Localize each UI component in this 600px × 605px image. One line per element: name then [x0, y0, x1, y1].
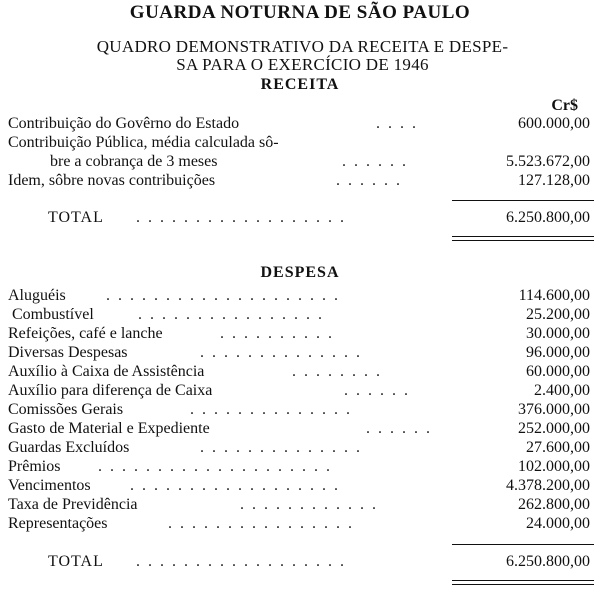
row-amount: 376.000,00: [518, 401, 590, 418]
total-rule-top: [452, 544, 594, 545]
total-amount: 6.250.800,00: [506, 209, 590, 226]
row-amount: 600.000,00: [518, 115, 590, 132]
row-amount: 262.800,00: [518, 496, 590, 513]
row-label: Prêmios: [8, 458, 61, 475]
row-leader-dots: . . . . . . . . . .: [220, 325, 334, 342]
row-amount: 102.000,00: [518, 458, 590, 475]
despesa-total-row: [8, 552, 590, 571]
receita-row: [8, 114, 590, 133]
document-title: GUARDA NOTURNA DE SÃO PAULO: [129, 2, 471, 23]
row-label: Gasto de Material e Expediente: [8, 420, 210, 437]
row-label: Auxílio à Caixa de Assistência: [8, 363, 205, 380]
despesa-row: [8, 381, 590, 400]
row-label: Diversas Despesas: [8, 344, 128, 361]
row-label: Aluguéis: [8, 287, 66, 304]
row-label: Contribuição do Govêrno do Estado: [8, 115, 240, 132]
despesa-row: [8, 362, 590, 381]
total-label: TOTAL: [48, 209, 104, 226]
row-label: Idem, sôbre novas contribuições: [8, 172, 216, 189]
row-leader-dots: . . . . . .: [344, 382, 410, 399]
receita-total-row: [8, 208, 590, 227]
row-amount: 114.600,00: [518, 287, 590, 304]
total-label: TOTAL: [48, 553, 104, 570]
total-rule-bottom: [452, 236, 594, 237]
row-amount: 5.523.672,00: [506, 153, 590, 170]
row-leader-dots: . . . . . . . . . . . . . . . .: [138, 306, 324, 323]
despesa-row: [8, 324, 590, 343]
despesa-row: [8, 419, 590, 438]
document-subtitle: [10, 38, 595, 74]
row-label: Combustível: [12, 306, 94, 323]
total-rule-bottom-double: [452, 240, 594, 241]
row-amount: 27.600,00: [526, 439, 590, 456]
row-label: Guardas Excluídos: [8, 439, 130, 456]
row-amount: 24.000,00: [526, 515, 590, 532]
row-leader-dots: . . . . . . . . . . . .: [240, 496, 378, 513]
total-rule-top: [452, 200, 594, 201]
total-rule-bottom: [452, 580, 594, 581]
row-leader-dots: . . . . . . . .: [292, 363, 382, 380]
row-label: Taxa de Previdência: [8, 496, 138, 513]
row-amount: 127.128,00: [518, 172, 590, 189]
row-amount: 96.000,00: [526, 344, 590, 361]
despesa-row: [8, 305, 590, 324]
row-label: Refeições, café e lanche: [8, 325, 163, 342]
subtitle-line-2: SA PARA O EXERCÍCIO DE 1946: [176, 55, 429, 74]
receita-row: [8, 171, 590, 190]
row-amount: 2.400,00: [534, 382, 590, 399]
despesa-row: [8, 343, 590, 362]
row-leader-dots: . . . . . . . . . . . . . . . . . . . .: [106, 287, 340, 304]
currency-label: Cr$: [551, 97, 578, 114]
row-label: Comissões Gerais: [8, 401, 124, 418]
total-leader-dots: . . . . . . . . . . . . . . . . . .: [136, 553, 346, 570]
row-leader-dots: . . . . . . . . . . . . . .: [200, 439, 362, 456]
total-leader-dots: . . . . . . . . . . . . . . . . . .: [136, 209, 346, 226]
receita-row: [8, 152, 590, 171]
subtitle-line-1: QUADRO DEMONSTRATIVO DA RECEITA E DESPE-: [96, 37, 509, 56]
row-leader-dots: . . . . . .: [366, 420, 432, 437]
despesa-row: [8, 514, 590, 533]
row-label: Auxílio para diferença de Caixa: [8, 382, 213, 399]
row-label: Representações: [8, 515, 108, 532]
row-leader-dots: . . . .: [376, 115, 418, 132]
row-amount: 4.378.200,00: [506, 477, 590, 494]
row-label: Contribuição Pública, média calculada sô-: [8, 134, 279, 151]
despesa-heading: DESPESA: [260, 264, 340, 281]
row-leader-dots: . . . . . .: [342, 153, 408, 170]
row-leader-dots: . . . . . . . . . . . . . .: [190, 401, 352, 418]
despesa-row: [8, 457, 590, 476]
despesa-row: [8, 495, 590, 514]
row-label: Vencimentos: [8, 477, 91, 494]
row-amount: 60.000,00: [526, 363, 590, 380]
total-amount: 6.250.800,00: [506, 553, 590, 570]
row-amount: 30.000,00: [526, 325, 590, 342]
row-leader-dots: . . . . . . . . . . . . . . . .: [168, 515, 354, 532]
receita-heading: RECEITA: [260, 76, 340, 93]
receita-row: [8, 133, 590, 152]
row-leader-dots: . . . . . . . . . . . . . . . . . . . .: [98, 458, 332, 475]
row-label: bre a cobrança de 3 meses: [50, 153, 218, 170]
total-rule-bottom-double: [452, 584, 594, 585]
row-amount: 25.200,00: [526, 306, 590, 323]
despesa-row: [8, 286, 590, 305]
row-leader-dots: . . . . . . . . . . . . . . . . . .: [130, 477, 340, 494]
row-leader-dots: . . . . . .: [336, 172, 402, 189]
row-amount: 252.000,00: [518, 420, 590, 437]
despesa-row: [8, 476, 590, 495]
despesa-row: [8, 438, 590, 457]
row-leader-dots: . . . . . . . . . . . . . .: [200, 344, 362, 361]
despesa-row: [8, 400, 590, 419]
